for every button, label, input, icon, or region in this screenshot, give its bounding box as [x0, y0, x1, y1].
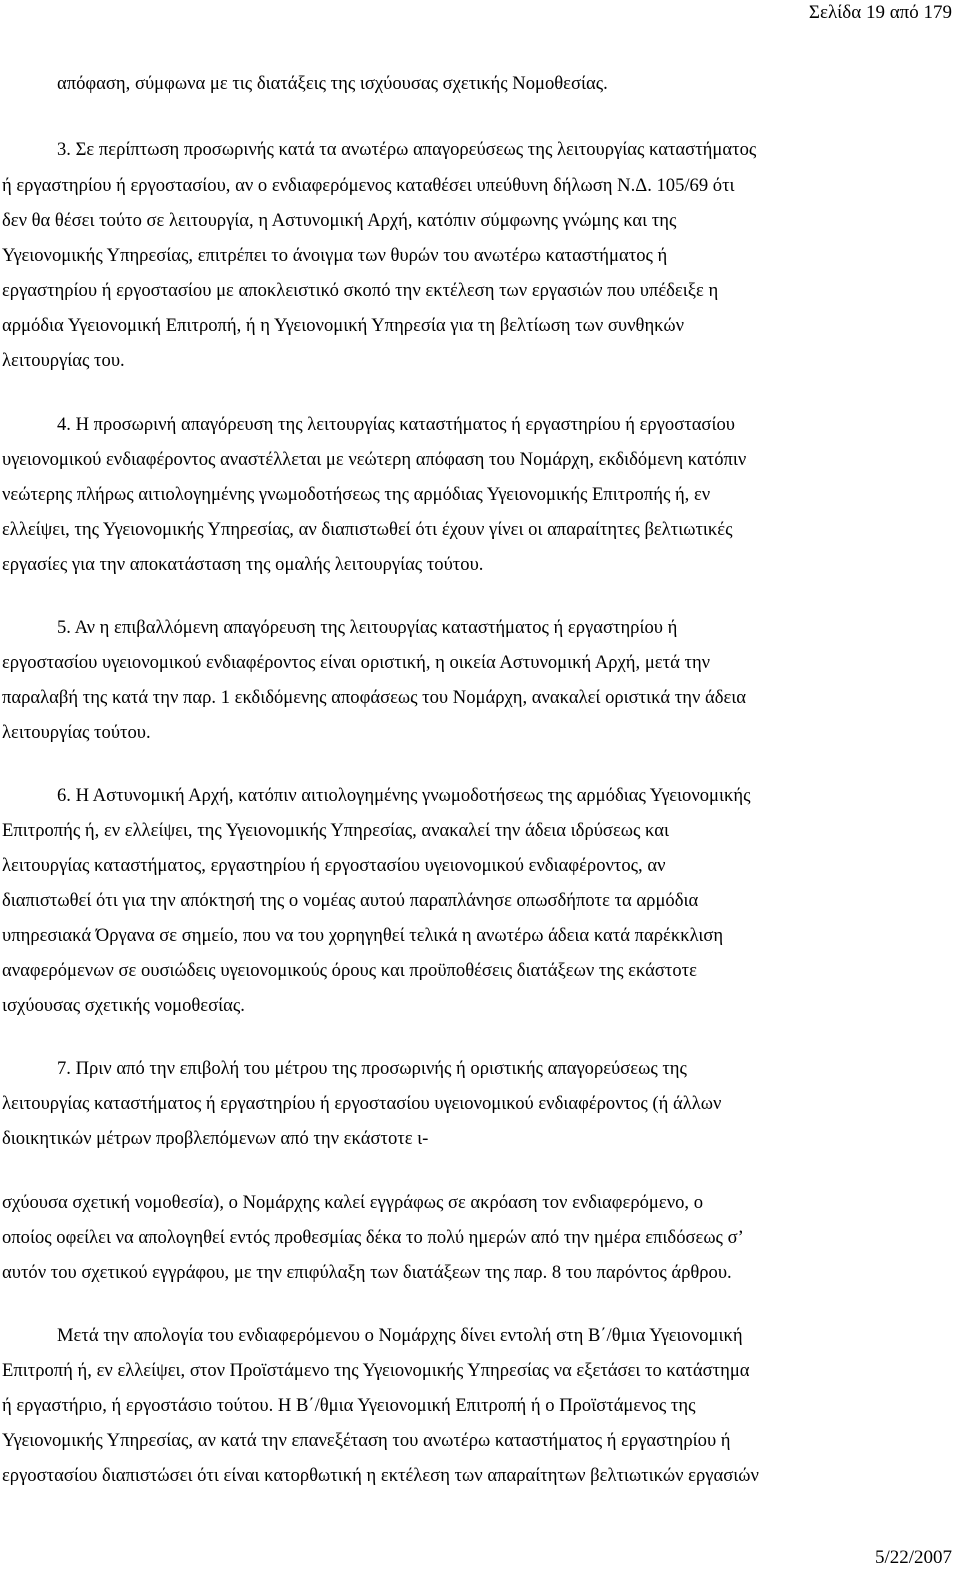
paragraph-6-line: Επιτροπής ή, εν ελλείψει, της Υγειονομικής Υπηρεσίας, ανακαλεί την άδεια ιδρύσεως και	[2, 820, 669, 841]
page-number-header: Σελίδα 19 από 179	[808, 2, 952, 23]
paragraph-8-line: Μετά την απολογία του ενδιαφερόμενου ο Νομάρχης δίνει εντολή στη Β΄/θμια Υγειονομική	[57, 1325, 743, 1346]
paragraph-4-line: ελλείψει, της Υγειονομικής Υπηρεσίας, αν διαπιστωθεί ότι έχουν γίνει οι απαραίτητες βελτιωτικές	[2, 519, 733, 540]
paragraph-5-line: 5. Αν η επιβαλλόμενη απαγόρευση της λειτουργίας καταστήματος ή εργαστηρίου ή	[57, 617, 678, 638]
paragraph-4-line: εργασίες για την αποκατάσταση της ομαλής λειτουργίας τούτου.	[2, 554, 484, 575]
paragraph-3-line: ή εργαστηρίου ή εργοστασίου, αν ο ενδιαφερόμενος καταθέσει υπεύθυνη δήλωση Ν.Δ. 105/69 ότι	[2, 175, 735, 196]
paragraph-7-line: διοικητικών μέτρων προβλεπόμενων από την εκάστοτε ι-	[2, 1128, 429, 1149]
paragraph-5-line: παραλαβή της κατά την παρ. 1 εκδιδόμενης αποφάσεως του Νομάρχη, ανακαλεί οριστικά την άδεια	[2, 687, 747, 708]
paragraph-6-line: υπηρεσιακά Όργανα σε σημείο, που να του χορηγηθεί τελικά η ανωτέρω άδεια κατά παρέκκλιση	[2, 925, 724, 946]
paragraph-7-line: 7. Πριν από την επιβολή του μέτρου της προσωρινής ή οριστικής απαγορεύσεως της	[57, 1058, 687, 1079]
paragraph-3-line: Υγειονομικής Υπηρεσίας, επιτρέπει το άνοιγμα των θυρών του ανωτέρω καταστήματος ή	[2, 245, 668, 266]
paragraph-5-line: λειτουργίας τούτου.	[2, 722, 151, 743]
paragraph-8-line: Υγειονομικής Υπηρεσίας, αν κατά την επανεξέταση του ανωτέρω καταστήματος ή εργαστηρίου ή	[2, 1430, 731, 1451]
paragraph-5-line: εργοστασίου υγειονομικού ενδιαφέροντος είναι οριστική, η οικεία Αστυνομική Αρχή, μετά την	[2, 652, 711, 673]
paragraph-7-continued-line: σχύουσα σχετική νομοθεσία), ο Νομάρχης καλεί εγγράφως σε ακρόαση τον ενδιαφερόμενο, ο	[2, 1192, 703, 1213]
paragraph-8-line: Επιτροπή ή, εν ελλείψει, στον Προϊστάμενο της Υγειονομικής Υπηρεσίας να εξετάσει το κατάστημα	[2, 1360, 750, 1381]
paragraph-6-line: αναφερόμενων σε ουσιώδεις υγειονομικούς όρους και προϋποθέσεις διατάξεων της εκάστοτε	[2, 960, 697, 981]
paragraph-4-line: υγειονομικού ενδιαφέροντος αναστέλλεται με νεώτερη απόφαση του Νομάρχη, εκδιδόμενη κατόπιν	[2, 449, 747, 470]
paragraph-8-line: εργοστασίου διαπιστώσει ότι είναι κατορθωτική η εκτέλεση των απαραίτητων βελτιωτικών εργασιών	[2, 1465, 759, 1486]
paragraph-7-line: λειτουργίας καταστήματος ή εργαστηρίου ή εργοστασίου υγειονομικού ενδιαφέροντος (ή άλλων	[2, 1093, 722, 1114]
paragraph-6-line: διαπιστωθεί ότι για την απόκτησή της ο νομέας αυτού παραπλάνησε οπωσδήποτε τα αρμόδια	[2, 890, 699, 911]
text-line: απόφαση, σύμφωνα με τις διατάξεις της ισχύουσας σχετικής Νομοθεσίας.	[57, 73, 608, 94]
paragraph-4-line: νεώτερης πλήρως αιτιολογημένης γνωμοδοτήσεως της αρμόδιας Υγειονομικής Επιτροπής ή, εν	[2, 484, 711, 505]
paragraph-7-continued-line: αυτόν του σχετικού εγγράφου, με την επιφύλαξη των διατάξεων της παρ. 8 του παρόντος άρθρου.	[2, 1262, 732, 1283]
paragraph-4-line: 4. Η προσωρινή απαγόρευση της λειτουργίας καταστήματος ή εργαστηρίου ή εργοστασίου	[57, 414, 735, 435]
paragraph-8-line: ή εργαστήριο, ή εργοστάσιο τούτου. Η Β΄/θμια Υγειονομική Επιτροπή ή ο Προϊστάμενος της	[2, 1395, 696, 1416]
paragraph-6-line: 6. Η Αστυνομική Αρχή, κατόπιν αιτιολογημένης γνωμοδοτήσεως της αρμόδιας Υγειονομικής	[57, 785, 751, 806]
paragraph-3-line: λειτουργίας του.	[2, 350, 125, 371]
paragraph-3-line: αρμόδια Υγειονομική Επιτροπή, ή η Υγειονομική Υπηρεσία για τη βελτίωση των συνθηκών	[2, 315, 685, 336]
paragraph-6-line: λειτουργίας καταστήματος, εργαστηρίου ή εργοστασίου υγειονομικού ενδιαφέροντος, αν	[2, 855, 666, 876]
footer-date: 5/22/2007	[874, 1547, 952, 1568]
paragraph-7-continued-line: οποίος οφείλει να απολογηθεί εντός προθεσμίας δέκα το πολύ ημερών από την ημέρα επιδόσεως σ’	[2, 1227, 744, 1248]
paragraph-3-line: εργαστηρίου ή εργοστασίου με αποκλειστικό σκοπό την εκτέλεση των εργασιών που υπέδειξε η	[2, 280, 719, 301]
paragraph-6-line: ισχύουσας σχετικής νομοθεσίας.	[2, 995, 245, 1016]
paragraph-3-line: 3. Σε περίπτωση προσωρινής κατά τα ανωτέρω απαγορεύσεως της λειτουργίας καταστήματος	[57, 139, 757, 160]
paragraph-3-line: δεν θα θέσει τούτο σε λειτουργία, η Αστυνομική Αρχή, κατόπιν σύμφωνης γνώμης και της	[2, 210, 677, 231]
